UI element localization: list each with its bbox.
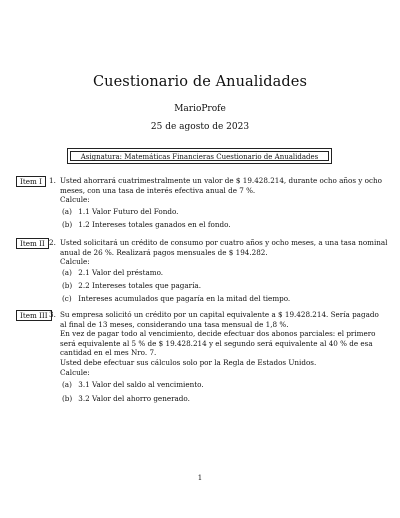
sub-text: 2.1 Valor del préstamo. [78, 268, 164, 277]
item-tag-2: Item II [16, 238, 49, 249]
item-tag-3: Item III [16, 310, 52, 321]
question-3-line-6: Usted debe efectuar sus cálculos solo por la Regla de Estados Unidos. [60, 357, 317, 367]
page-number: 1 [197, 474, 203, 482]
sub-text: 1.2 Intereses totales ganados en el fondo. [78, 220, 231, 229]
sub-text: 2.2 Intereses totales que pagaría. [78, 281, 201, 290]
document-author: MarioProfe [174, 104, 226, 114]
question-3-line-2: al final de 13 meses, considerando una tasa mensual de 1,8 %. [60, 319, 289, 329]
document-title: Cuestionario de Anualidades [92, 74, 307, 90]
sub-label: (a) [62, 268, 72, 277]
sub-text: Intereses acumulados que pagaría en la mitad del tiempo. [78, 294, 291, 303]
question-3-sub-b [62, 394, 190, 404]
sub-text: 3.1 Valor del saldo al vencimiento. [78, 380, 204, 389]
question-3-line-7: Calcule: [60, 367, 90, 377]
question-3-line-3: En vez de pagar todo al vencimiento, decide efectuar dos abonos parciales: el primero [60, 329, 376, 339]
question-1-sub-a [62, 207, 178, 217]
subject-box [67, 148, 332, 164]
sub-label: (a) [62, 380, 72, 389]
sub-label: (b) [62, 220, 73, 229]
question-2-sub-a [62, 268, 163, 278]
document-date: 25 de agosto de 2023 [150, 122, 250, 132]
sub-label: (b) [62, 281, 73, 290]
question-2-line-2: anual de 26 %. Realizará pagos mensuales de $ 194.282. [60, 247, 268, 257]
question-3-line-1: Su empresa solicitó un crédito por un capital equivalente a $ 19.428.214. Sería pagado [60, 310, 379, 319]
question-number-2: 2. [49, 238, 56, 247]
question-1-line-2: meses, con una tasa de interés efectiva anual de 7 %. [60, 185, 256, 195]
question-3-line-4: será equivalente al 5 % de $ 19.428.214 y el segundo será equivalente al 40 % de esa [60, 338, 373, 348]
question-1-line-1: Usted ahorrará cuatrimestralmente un valor de $ 19.428.214, durante ocho años y ocho [60, 176, 382, 185]
question-text-2 [60, 238, 388, 267]
sub-label: (c) [62, 294, 72, 303]
question-3-sub-a [62, 380, 204, 390]
sub-label: (b) [62, 394, 73, 403]
sub-label: (a) [62, 207, 72, 216]
question-2-line-3: Calcule: [60, 257, 90, 267]
question-text-3 [60, 310, 379, 377]
question-1-line-3: Calcule: [60, 195, 90, 205]
question-number-1: 1. [49, 176, 56, 185]
question-number-3: 3. [49, 310, 56, 319]
question-2-line-1: Usted solicitará un crédito de consumo por cuatro años y ocho meses, a una tasa nominal [60, 238, 388, 247]
question-2-sub-b [62, 281, 201, 291]
question-3-line-5: cantidad en el mes Nro. 7. [60, 348, 157, 358]
subject-label: Asignatura: Matemáticas Financieras Cuestionario de Anualidades [70, 151, 329, 161]
question-1-sub-b [62, 220, 231, 230]
sub-text: 1.1 Valor Futuro del Fondo. [78, 207, 179, 216]
question-2-sub-c [62, 294, 290, 304]
question-text-1 [60, 176, 382, 205]
sub-text: 3.2 Valor del ahorro generado. [78, 394, 190, 403]
item-tag-1: Item I [16, 176, 46, 187]
